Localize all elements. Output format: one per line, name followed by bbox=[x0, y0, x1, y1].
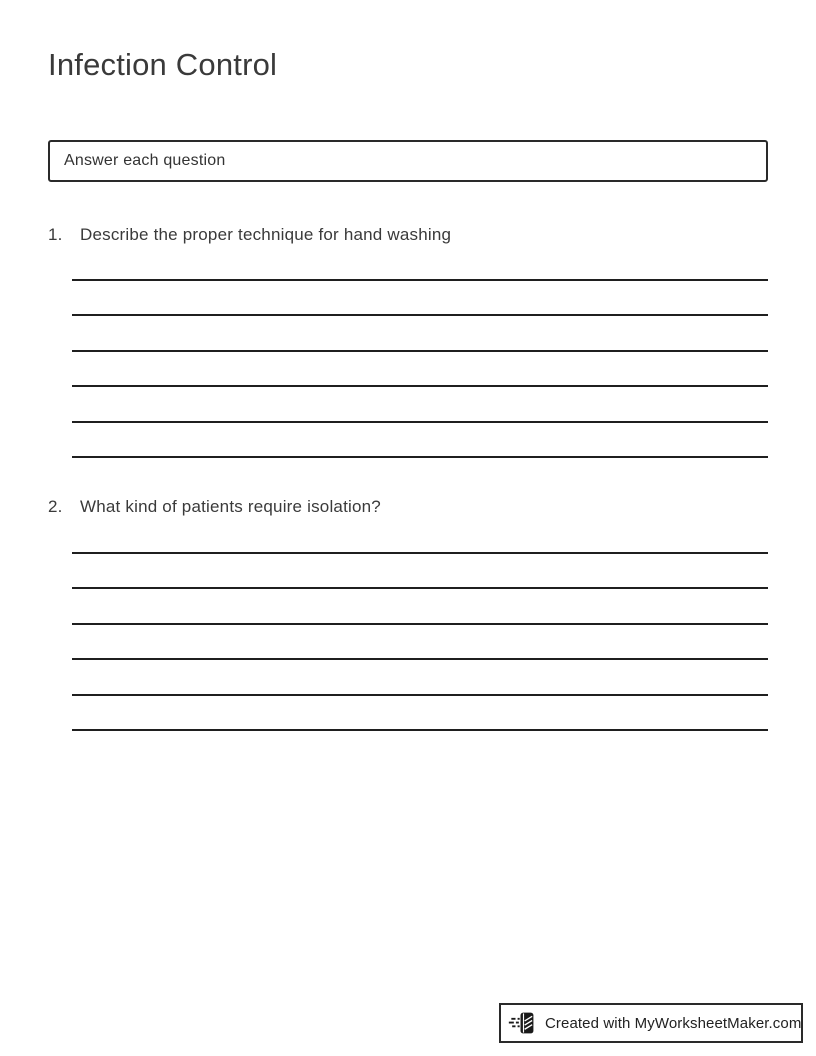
question-2-number: 2. bbox=[48, 497, 63, 516]
answer-line bbox=[72, 587, 768, 589]
answer-line bbox=[72, 350, 768, 352]
question-1-answer-lines bbox=[72, 279, 768, 458]
credit-text: Created with MyWorksheetMaker.com bbox=[545, 1014, 802, 1032]
question-2-answer-lines bbox=[72, 552, 768, 731]
worksheet-maker-logo-icon bbox=[508, 1009, 538, 1037]
question-2-heading bbox=[48, 496, 381, 519]
question-2-text: What kind of patients require isolation? bbox=[80, 497, 381, 516]
question-1-heading bbox=[48, 224, 451, 247]
answer-line bbox=[72, 385, 768, 387]
instruction-text: Answer each question bbox=[64, 152, 226, 169]
page-title: Infection Control bbox=[48, 47, 278, 82]
answer-line bbox=[72, 314, 768, 316]
answer-line bbox=[72, 456, 768, 458]
answer-line bbox=[72, 421, 768, 423]
answer-line bbox=[72, 279, 768, 281]
answer-line bbox=[72, 552, 768, 554]
worksheet-maker-credit-badge[interactable] bbox=[499, 1003, 803, 1043]
question-1-number: 1. bbox=[48, 225, 63, 244]
instruction-box bbox=[48, 140, 768, 182]
question-1-text: Describe the proper technique for hand washing bbox=[80, 225, 452, 244]
answer-line bbox=[72, 694, 768, 696]
answer-line bbox=[72, 658, 768, 660]
answer-line bbox=[72, 729, 768, 731]
answer-line bbox=[72, 623, 768, 625]
